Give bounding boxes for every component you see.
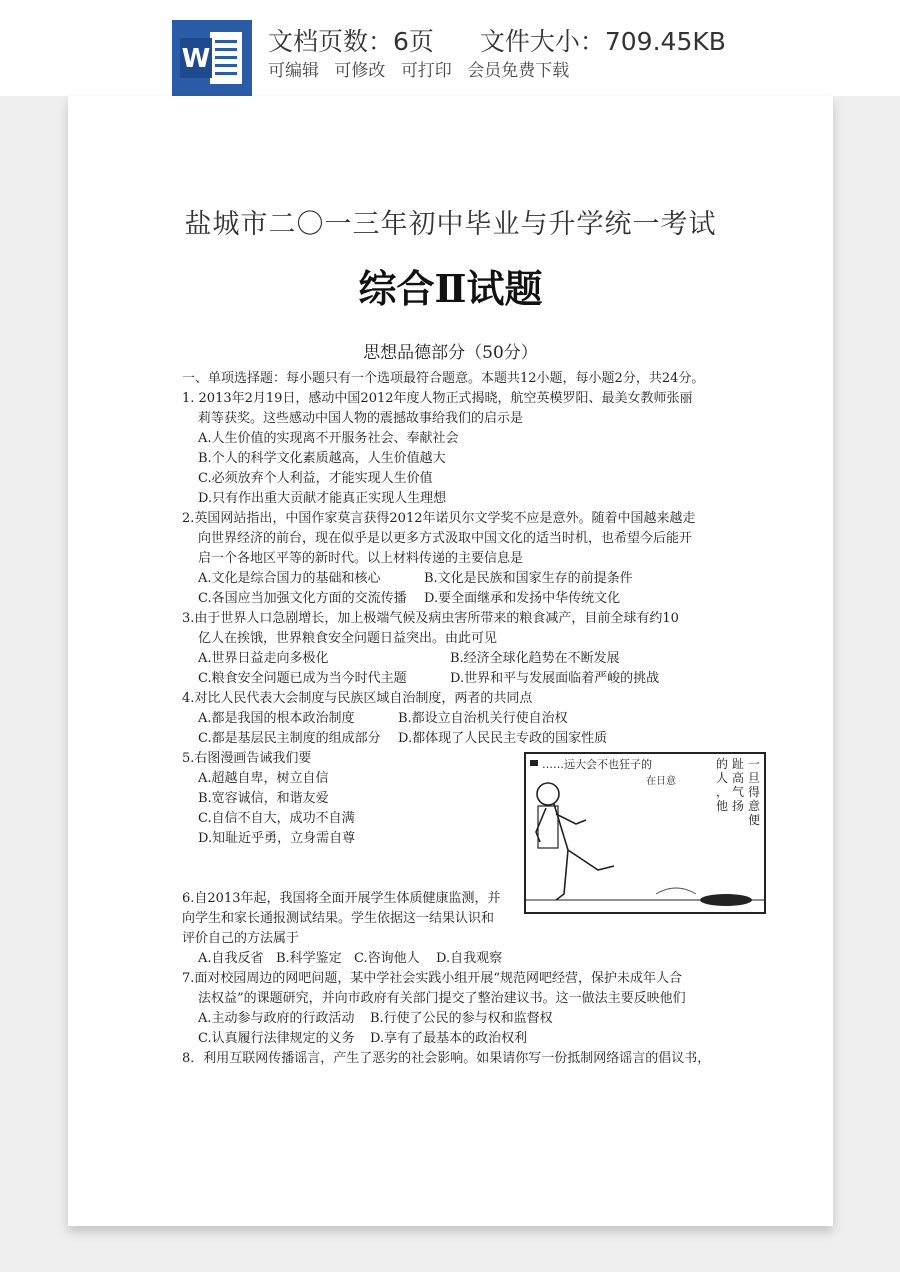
q1-option-d: D.只有作出重大贡献才能真正实现人生理想 xyxy=(198,491,447,506)
q1-option-a: A.人生价值的实现离不开服务社会、奉献社会 xyxy=(198,431,459,446)
page-count: 文档页数：6页 xyxy=(268,27,434,56)
instruction-line: 一、单项选择题：每小题只有一个选项最符合题意。本题共12小题，每小题2分，共24分。 xyxy=(182,371,705,386)
svg-text:他: 他 xyxy=(716,799,729,813)
q4-option-a: A.都是我国的根本政治制度 xyxy=(198,711,355,726)
question-3-cont: 亿人在挨饿，世界粮食安全问题日益突出。由此可见 xyxy=(198,631,498,646)
q3-option-c: C.粮食安全问题已成为当今时代主题 xyxy=(198,671,407,686)
q2-option-d: D.要全面继承和发扬中华传统文化 xyxy=(424,591,621,606)
svg-text:的: 的 xyxy=(716,757,729,771)
q7-option-c: C.认真履行法律规定的义务 xyxy=(198,1031,355,1046)
svg-text:气: 气 xyxy=(732,785,745,799)
svg-text:W: W xyxy=(181,44,211,74)
feature-editable: 可编辑 xyxy=(268,61,319,81)
question-2: 2.英国网站指出，中国作家莫言获得2012年诺贝尔文学奖不应是意外。随着中国越来越走 xyxy=(182,511,696,526)
q3-option-a: A.世界日益走向多极化 xyxy=(198,651,329,666)
q3-option-d: D.世界和平与发展面临着严峻的挑战 xyxy=(450,671,660,686)
svg-text:扬: 扬 xyxy=(732,799,745,813)
svg-text:，: ， xyxy=(716,785,729,799)
question-3: 3.由于世界人口急剧增长，加上极端气候及病虫害所带来的粮食减产，目前全球有约10 xyxy=(182,611,679,626)
question-2-cont: 启一个各地区平等的新时代。以上材料传递的主要信息是 xyxy=(198,551,524,566)
document-info-header xyxy=(0,0,900,96)
q3-option-b: B.经济全球化趋势在不断发展 xyxy=(450,651,620,666)
question-6: 6.自2013年起，我国将全面开展学生体质健康监测，并 xyxy=(182,891,501,906)
question-5: 5.右图漫画告诫我们要 xyxy=(182,751,312,766)
feature-printable: 可打印 xyxy=(400,61,452,81)
comic-caption: ……远大会不也狂子的 xyxy=(542,758,652,771)
q4-option-c: C.都是基层民主制度的组成部分 xyxy=(198,731,381,746)
svg-text:人: 人 xyxy=(716,771,729,785)
question-6-cont: 评价自己的方法属于 xyxy=(182,931,300,946)
svg-text:得: 得 xyxy=(748,785,761,799)
svg-text:意: 意 xyxy=(748,799,761,813)
q2-option-a: A.文化是综合国力的基础和核心 xyxy=(198,571,381,586)
feature-member-download: 会员免费下载 xyxy=(467,61,570,81)
section-title: 思想品德部分（50分） xyxy=(363,343,538,363)
question-2-cont: 向世界经济的前台，现在似乎是以更多方式汲取中国文化的适当时机，也希望今后能开 xyxy=(198,531,693,546)
feature-modifiable: 可修改 xyxy=(334,61,386,81)
question-8: 8．利用互联网传播谣言，产生了恶劣的社会影响。如果请你写一份抵制网络谣言的倡议书， xyxy=(182,1051,711,1066)
q5-option-c: C.自信不自大，成功不自满 xyxy=(198,811,355,826)
q2-option-c: C.各国应当加强文化方面的交流传播 xyxy=(198,591,407,606)
svg-text:趾: 趾 xyxy=(732,757,745,771)
document-stats xyxy=(268,22,764,58)
question-6-cont: 向学生和家长通报测试结果。学生依据这一结果认识和 xyxy=(182,911,495,926)
svg-text:高: 高 xyxy=(732,771,745,785)
cartoon-image xyxy=(524,752,766,914)
exam-title: 盐城市二〇一三年初中毕业与升学统一考试 xyxy=(184,209,717,240)
q2-option-b: B.文化是民族和国家生存的前提条件 xyxy=(424,571,633,586)
comic-caption-2: 在日意 xyxy=(646,776,676,787)
q7-option-b: B.行使了公民的参与权和监督权 xyxy=(370,1011,553,1026)
svg-text:便: 便 xyxy=(748,813,761,827)
q6-option-a: A.自我反省 xyxy=(198,951,264,966)
q5-option-d: D.知耻近乎勇，立身需自尊 xyxy=(198,831,356,846)
file-size: 文件大小：709.45KB xyxy=(479,27,726,56)
exam-subtitle: 综合Ⅱ试题 xyxy=(358,266,543,311)
q6-option-d: D.自我观察 xyxy=(436,951,503,966)
q1-option-c: C.必须放弃个人利益，才能实现人生价值 xyxy=(198,471,433,486)
q1-option-b: B.个人的科学文化素质越高，人生价值越大 xyxy=(198,451,446,466)
q6-option-c: C.咨询他人 xyxy=(354,951,420,966)
svg-text:旦: 旦 xyxy=(748,771,761,785)
question-1: 1. 2013年2月19日，感动中国2012年度人物正式揭晓，航空英模罗阳、最美女教师张丽 xyxy=(182,391,693,406)
question-1-cont: 莉等获奖。这些感动中国人物的震撼故事给我们的启示是 xyxy=(198,411,524,426)
q5-option-a: A.超越自卑，树立自信 xyxy=(198,771,329,786)
question-7-cont: 法权益”的课题研究，并向市政府有关部门提交了整治建议书。这一做法主要反映他们 xyxy=(198,991,686,1006)
q7-option-a: A.主动参与政府的行政活动 xyxy=(198,1011,355,1026)
q5-option-b: B.宽容诚信，和谐友爱 xyxy=(198,791,329,806)
document-page xyxy=(68,96,833,1226)
q4-option-b: B.都设立自治机关行使自治权 xyxy=(398,711,568,726)
svg-text:一: 一 xyxy=(748,757,761,771)
cartoon-man-walking-icon xyxy=(526,754,764,912)
word-doc-icon xyxy=(172,20,252,96)
question-4: 4.对比人民代表大会制度与民族区域自治制度，两者的共同点 xyxy=(182,691,533,706)
feature-list xyxy=(268,56,579,81)
question-7: 7.面对校园周边的网吧问题，某中学社会实践小组开展“规范网吧经营，保护未成年人合 xyxy=(182,971,683,986)
q6-option-b: B.科学鉴定 xyxy=(276,951,342,966)
q4-option-d: D.都体现了人民民主专政的国家性质 xyxy=(398,731,608,746)
q7-option-d: D.享有了最基本的政治权利 xyxy=(370,1031,528,1046)
